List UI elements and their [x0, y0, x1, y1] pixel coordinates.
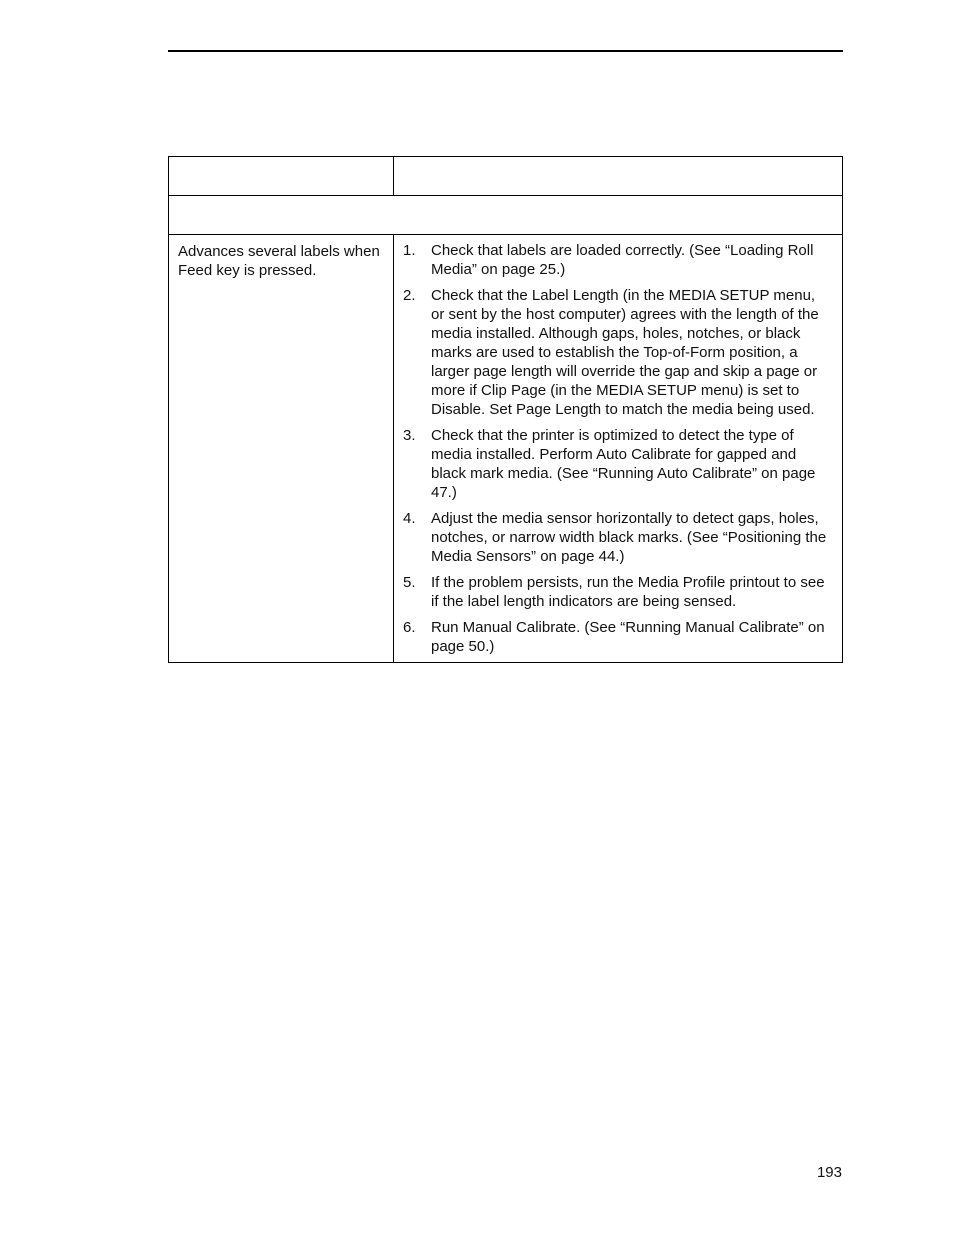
- step-number: 1.: [403, 242, 416, 259]
- section-title-cell: [169, 196, 843, 235]
- list-item: [403, 573, 830, 611]
- step-text: Run Manual Calibrate. (See “Running Manual Calibrate” on page 50.): [431, 619, 825, 655]
- step-text: Check that the printer is optimized to detect the type of media installed. Perform Auto Calibrate for gapped and black mark media. (See “Running Auto Calibrate” on page 47.): [431, 427, 816, 501]
- list-item: [403, 426, 830, 502]
- symptom-cell: Advances several labels when Feed key is pressed.: [169, 235, 394, 663]
- troubleshooting-table: [168, 156, 843, 663]
- table-section-row: [169, 196, 843, 235]
- step-number: 5.: [403, 574, 416, 591]
- solution-steps-list: [403, 241, 830, 656]
- step-number: 2.: [403, 287, 416, 304]
- step-number: 3.: [403, 427, 416, 444]
- header-symptom-cell: [169, 157, 394, 196]
- list-item: [403, 618, 830, 656]
- header-solution-cell: [394, 157, 843, 196]
- step-number: 4.: [403, 510, 416, 527]
- step-number: 6.: [403, 619, 416, 636]
- header-rule: [168, 50, 843, 52]
- list-item: [403, 509, 830, 566]
- step-text: Check that labels are loaded correctly. (See “Loading Roll Media” on page 25.): [431, 242, 814, 278]
- table-header-row: [169, 157, 843, 196]
- page-number: 193: [816, 1164, 842, 1181]
- step-text: Check that the Label Length (in the MEDIA SETUP menu, or sent by the host computer) agrees with the length of the media installed. Although gaps, holes, notches, or black marks are used to establish the Top-of-Form position, a larger page length will override the gap and skip a page or more if Clip Page (in the MEDIA SETUP menu) is set to Disable. Set Page Length to match the media being used.: [431, 287, 819, 418]
- table-row: [169, 235, 843, 663]
- step-text: If the problem persists, run the Media Profile printout to see if the label length indicators are being sensed.: [431, 574, 825, 610]
- list-item: [403, 241, 830, 279]
- step-text: Adjust the media sensor horizontally to detect gaps, holes, notches, or narrow width black marks. (See “Positioning the Media Sensors” on page 44.): [431, 510, 827, 565]
- solution-cell: [394, 235, 843, 663]
- list-item: [403, 286, 830, 419]
